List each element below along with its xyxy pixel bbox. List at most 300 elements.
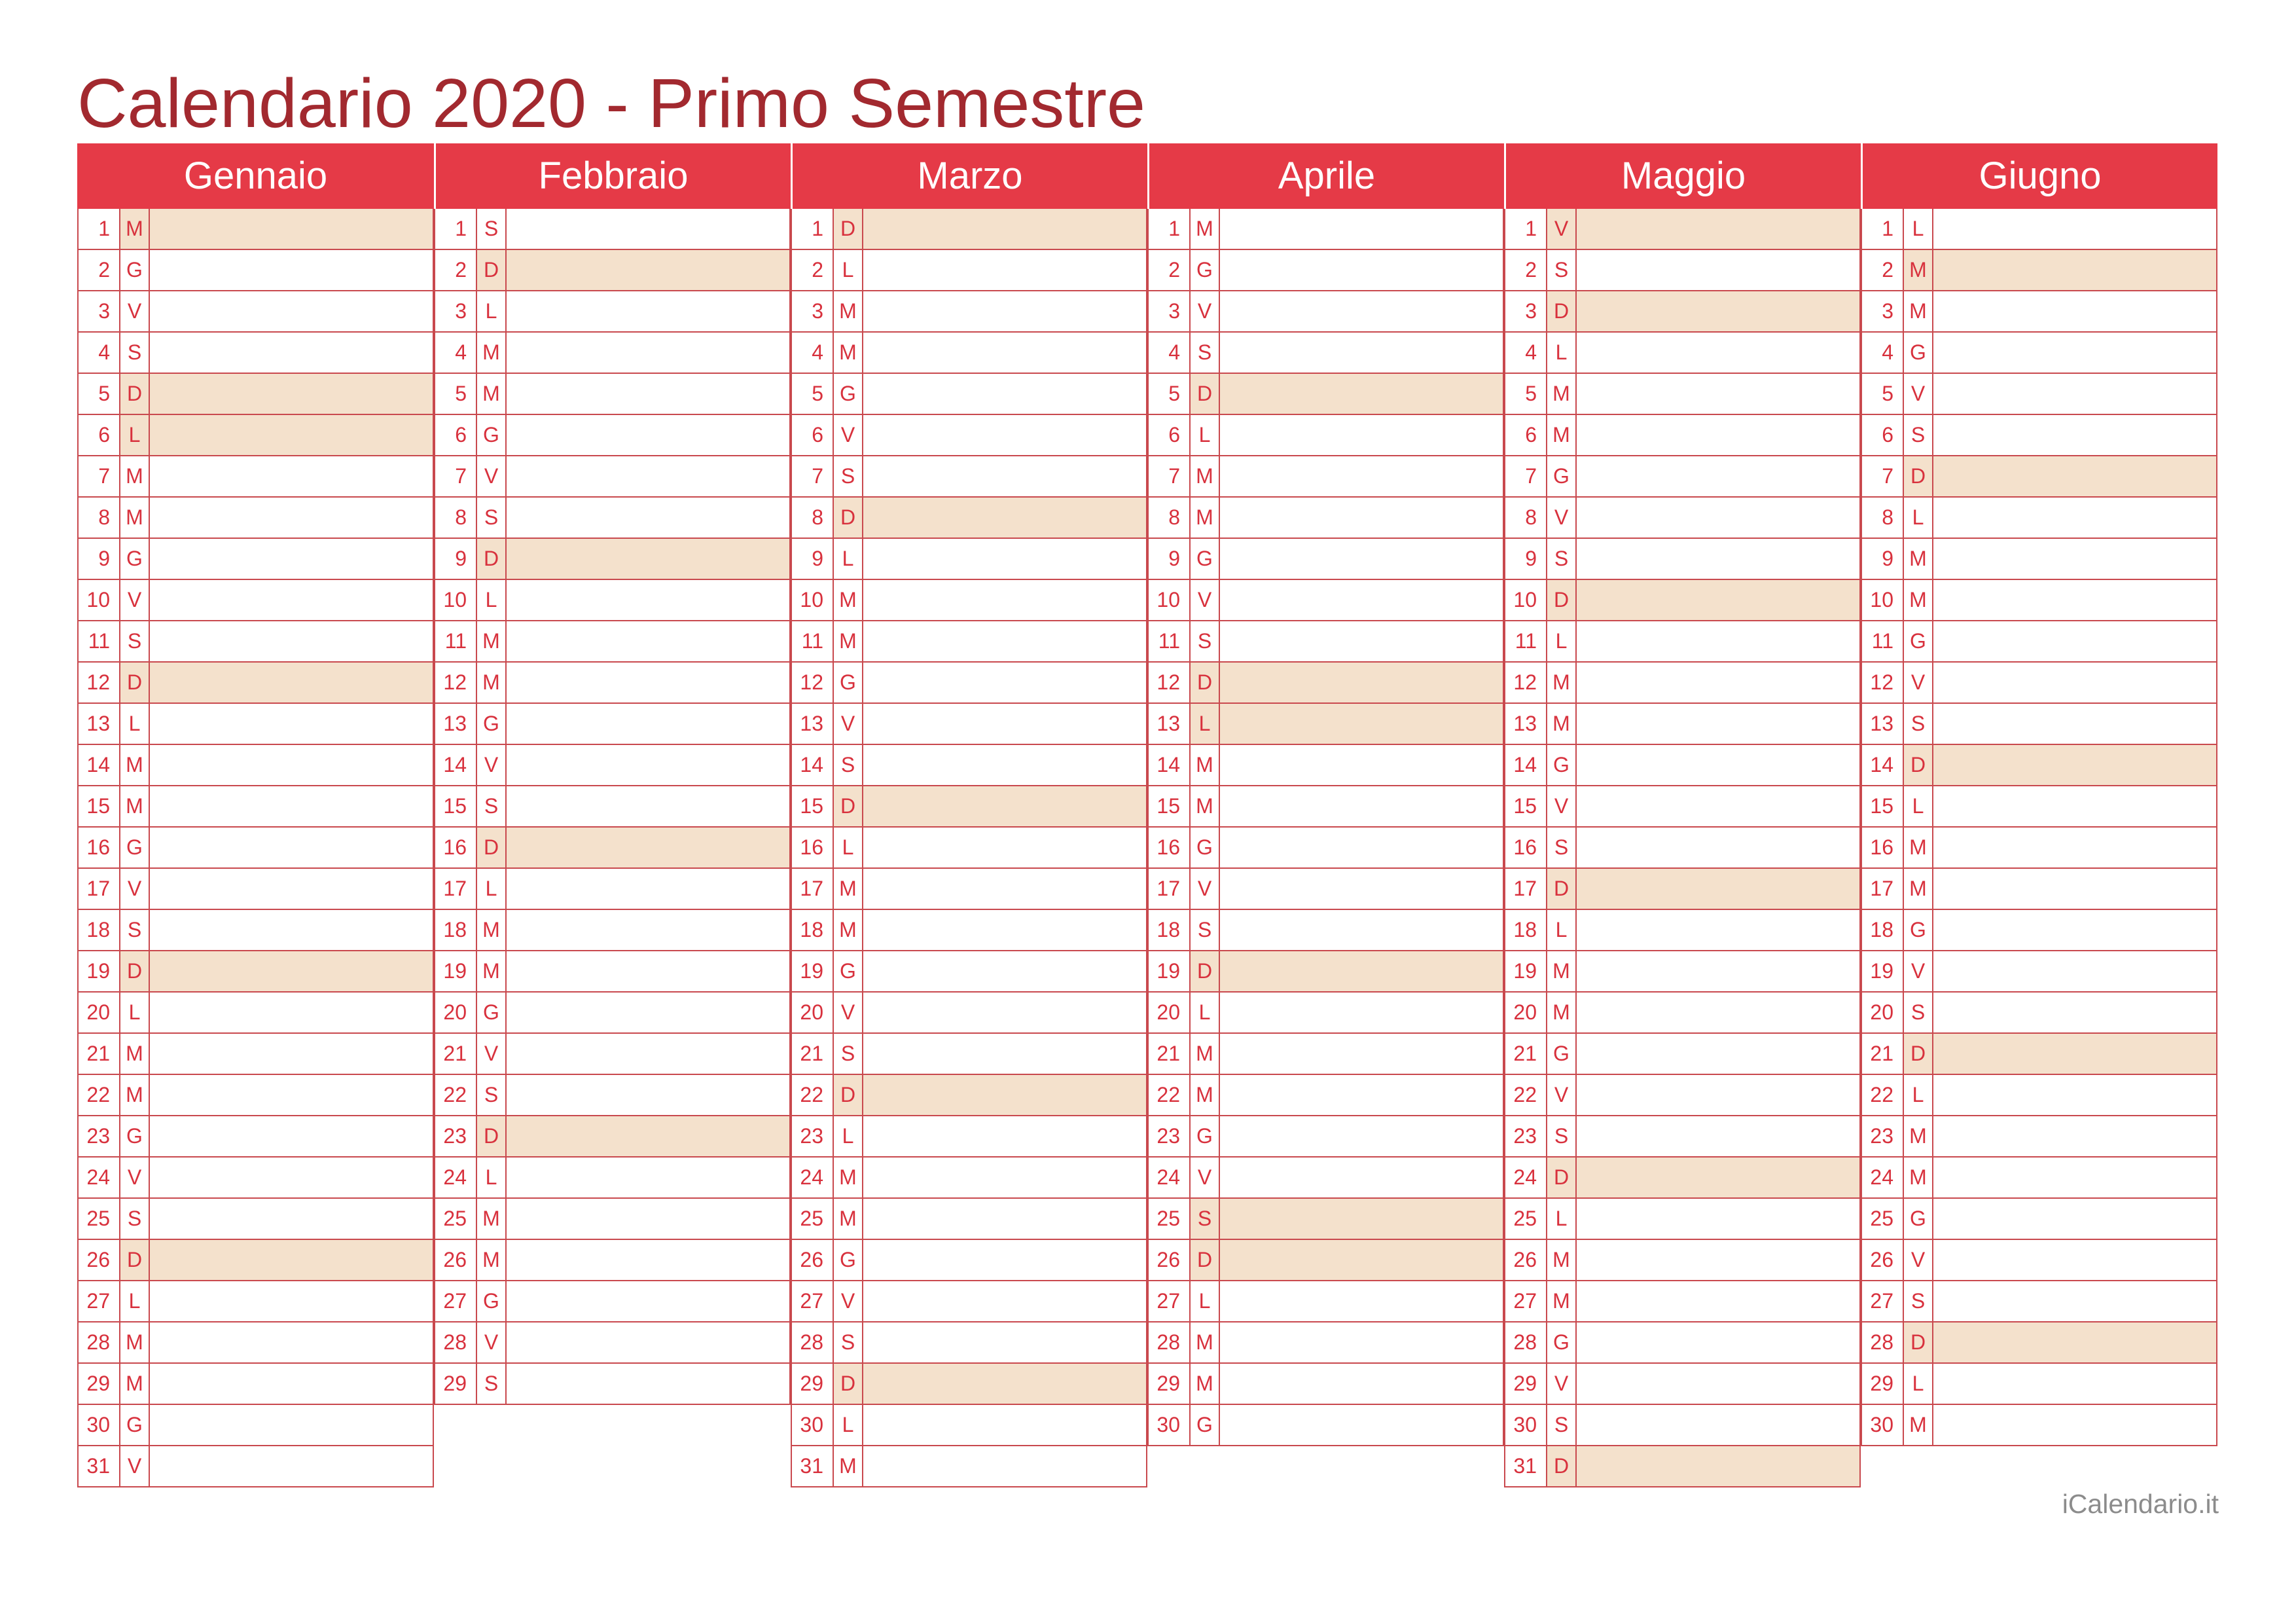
day-row <box>1861 209 2217 250</box>
day-number: 20 <box>1149 993 1191 1032</box>
day-row <box>434 456 791 498</box>
day-number: 27 <box>792 1281 834 1321</box>
weekday-letter: D <box>1191 374 1220 414</box>
day-number: 16 <box>435 828 477 867</box>
note-cell <box>507 786 789 826</box>
day-row <box>791 910 1147 951</box>
note-cell <box>1220 1116 1503 1156</box>
day-number: 25 <box>79 1199 120 1239</box>
day-number: 9 <box>792 539 834 579</box>
day-row <box>434 291 791 333</box>
day-row <box>77 456 434 498</box>
day-row-holiday <box>1147 704 1504 745</box>
day-row <box>434 621 791 663</box>
day-row <box>1147 333 1504 374</box>
day-number: 13 <box>792 704 834 744</box>
day-row <box>1504 621 1861 663</box>
day-row <box>1861 828 2217 869</box>
day-row <box>1147 910 1504 951</box>
day-row <box>791 291 1147 333</box>
day-number: 15 <box>79 786 120 826</box>
note-cell <box>507 745 789 785</box>
note-cell <box>150 1158 433 1197</box>
day-number: 7 <box>79 456 120 496</box>
weekday-letter: D <box>1191 951 1220 991</box>
day-number: 14 <box>79 745 120 785</box>
day-number: 21 <box>1862 1034 1904 1074</box>
weekday-letter: V <box>1547 209 1577 249</box>
note-cell <box>507 828 789 867</box>
day-row <box>1504 663 1861 704</box>
day-number: 14 <box>435 745 477 785</box>
day-number: 8 <box>1149 498 1191 538</box>
note-cell <box>1577 1364 1859 1404</box>
day-row <box>1504 250 1861 291</box>
note-cell <box>1933 333 2216 373</box>
day-row <box>791 993 1147 1034</box>
day-row <box>1147 1075 1504 1116</box>
day-row <box>434 1281 791 1322</box>
day-number: 6 <box>1505 415 1547 455</box>
day-row <box>434 786 791 828</box>
day-row <box>1504 1199 1861 1240</box>
weekday-letter: G <box>1191 1116 1220 1156</box>
weekday-letter: M <box>1904 1405 1933 1445</box>
day-number: 11 <box>79 621 120 661</box>
day-row <box>1861 1281 2217 1322</box>
note-cell <box>1577 456 1859 496</box>
day-number: 17 <box>79 869 120 909</box>
month-header: Maggio <box>1504 143 1861 209</box>
weekday-letter: M <box>1904 869 1933 909</box>
day-number: 28 <box>79 1322 120 1362</box>
note-cell <box>150 580 433 620</box>
weekday-letter: M <box>120 1034 150 1074</box>
day-number: 26 <box>1505 1240 1547 1280</box>
weekday-letter: S <box>477 209 507 249</box>
note-cell <box>150 704 433 744</box>
weekday-letter: L <box>1191 993 1220 1032</box>
weekday-letter: V <box>1547 498 1577 538</box>
weekday-letter: D <box>1904 745 1933 785</box>
weekday-letter: M <box>1191 1364 1220 1404</box>
note-cell <box>1933 250 2216 290</box>
weekday-letter: L <box>477 869 507 909</box>
day-row <box>1504 910 1861 951</box>
day-row <box>1147 621 1504 663</box>
note-cell <box>507 1199 789 1239</box>
day-row <box>77 1158 434 1199</box>
day-row <box>77 910 434 951</box>
weekday-letter: L <box>834 539 863 579</box>
day-number: 17 <box>1149 869 1191 909</box>
day-row <box>1147 539 1504 580</box>
day-number: 15 <box>435 786 477 826</box>
weekday-letter: G <box>1547 456 1577 496</box>
weekday-letter: S <box>1904 1281 1933 1321</box>
note-cell <box>1933 374 2216 414</box>
note-cell <box>1577 580 1859 620</box>
note-cell <box>1220 910 1503 950</box>
weekday-letter: M <box>120 1075 150 1115</box>
day-row <box>1504 498 1861 539</box>
day-row-holiday <box>1504 1446 1861 1487</box>
day-row <box>434 1199 791 1240</box>
day-number: 10 <box>1505 580 1547 620</box>
day-number: 29 <box>792 1364 834 1404</box>
note-cell <box>1220 333 1503 373</box>
weekday-letter: G <box>477 415 507 455</box>
weekday-letter: D <box>120 951 150 991</box>
day-number: 16 <box>1862 828 1904 867</box>
note-cell <box>1220 621 1503 661</box>
day-number: 7 <box>1505 456 1547 496</box>
day-row <box>434 1322 791 1364</box>
note-cell <box>1577 291 1859 331</box>
weekday-letter: M <box>477 951 507 991</box>
day-number: 9 <box>1862 539 1904 579</box>
day-number: 5 <box>1149 374 1191 414</box>
weekday-letter: M <box>120 745 150 785</box>
weekday-letter: M <box>1547 1240 1577 1280</box>
weekday-letter: M <box>477 910 507 950</box>
day-row <box>1504 828 1861 869</box>
day-row <box>77 291 434 333</box>
day-number: 24 <box>1505 1158 1547 1197</box>
day-row <box>791 250 1147 291</box>
day-row <box>434 704 791 745</box>
note-cell <box>863 1364 1146 1404</box>
note-cell <box>863 1116 1146 1156</box>
day-row <box>1861 1199 2217 1240</box>
day-number: 8 <box>435 498 477 538</box>
weekday-letter: M <box>120 209 150 249</box>
day-number: 18 <box>1149 910 1191 950</box>
note-cell <box>863 1281 1146 1321</box>
note-cell <box>863 745 1146 785</box>
weekday-letter: V <box>834 704 863 744</box>
day-row <box>791 456 1147 498</box>
day-number: 1 <box>1505 209 1547 249</box>
note-cell <box>1933 1075 2216 1115</box>
note-cell <box>150 1240 433 1280</box>
weekday-letter: L <box>1547 621 1577 661</box>
day-number: 4 <box>1149 333 1191 373</box>
note-cell <box>1933 663 2216 702</box>
weekday-letter: M <box>834 333 863 373</box>
day-row <box>1504 1364 1861 1405</box>
weekday-letter: G <box>120 1116 150 1156</box>
weekday-letter: S <box>834 1322 863 1362</box>
note-cell <box>1933 993 2216 1032</box>
day-row <box>1147 1281 1504 1322</box>
site-credit: iCalendario.it <box>2062 1489 2219 1519</box>
day-row <box>77 1075 434 1116</box>
day-row <box>1504 1281 1861 1322</box>
note-cell <box>150 1405 433 1445</box>
weekday-letter: D <box>1547 580 1577 620</box>
day-row-holiday <box>791 1364 1147 1405</box>
weekday-letter: G <box>1547 745 1577 785</box>
day-row <box>1861 786 2217 828</box>
weekday-letter: D <box>834 1075 863 1115</box>
day-number: 29 <box>1149 1364 1191 1404</box>
day-row <box>791 704 1147 745</box>
note-cell <box>1933 951 2216 991</box>
weekday-letter: D <box>834 1364 863 1404</box>
weekday-letter: D <box>1904 456 1933 496</box>
day-row <box>1147 1158 1504 1199</box>
day-row <box>77 1446 434 1487</box>
day-number: 1 <box>792 209 834 249</box>
day-number: 25 <box>435 1199 477 1239</box>
day-row <box>77 1364 434 1405</box>
day-row <box>1504 1116 1861 1158</box>
day-row <box>434 333 791 374</box>
day-number: 7 <box>792 456 834 496</box>
day-row <box>791 1405 1147 1446</box>
day-row <box>434 1158 791 1199</box>
weekday-letter: M <box>1547 663 1577 702</box>
day-number: 18 <box>1862 910 1904 950</box>
day-row-holiday <box>77 951 434 993</box>
day-number: 23 <box>1862 1116 1904 1156</box>
note-cell <box>507 209 789 249</box>
day-row-holiday <box>791 1075 1147 1116</box>
note-cell <box>507 951 789 991</box>
weekday-letter: G <box>120 250 150 290</box>
note-cell <box>150 1075 433 1115</box>
day-row <box>791 1446 1147 1487</box>
note-cell <box>863 498 1146 538</box>
weekday-letter: L <box>1904 1075 1933 1115</box>
day-row-holiday <box>1504 1158 1861 1199</box>
note-cell <box>1220 951 1503 991</box>
weekday-letter: D <box>1547 1158 1577 1197</box>
month-column-gennaio <box>77 143 434 1487</box>
weekday-letter: D <box>834 209 863 249</box>
day-number: 2 <box>1505 250 1547 290</box>
note-cell <box>507 1281 789 1321</box>
day-row <box>1504 415 1861 456</box>
weekday-letter: S <box>1191 333 1220 373</box>
day-number: 12 <box>792 663 834 702</box>
day-row <box>77 1199 434 1240</box>
note-cell <box>507 456 789 496</box>
note-cell <box>1577 1446 1859 1486</box>
weekday-letter: M <box>1191 498 1220 538</box>
note-cell <box>863 828 1146 867</box>
day-number: 10 <box>435 580 477 620</box>
weekday-letter: M <box>834 910 863 950</box>
day-number: 19 <box>1862 951 1904 991</box>
day-row-holiday <box>434 828 791 869</box>
note-cell <box>150 663 433 702</box>
day-number: 30 <box>1862 1405 1904 1445</box>
day-number: 21 <box>1505 1034 1547 1074</box>
day-number: 23 <box>79 1116 120 1156</box>
day-number: 17 <box>792 869 834 909</box>
day-number: 31 <box>1505 1446 1547 1486</box>
weekday-letter: D <box>1191 663 1220 702</box>
day-row-holiday <box>1504 209 1861 250</box>
note-cell <box>507 498 789 538</box>
day-row <box>791 1281 1147 1322</box>
day-number: 13 <box>1149 704 1191 744</box>
day-number: 26 <box>792 1240 834 1280</box>
note-cell <box>1220 374 1503 414</box>
note-cell <box>150 1199 433 1239</box>
day-row <box>791 539 1147 580</box>
weekday-letter: S <box>1904 415 1933 455</box>
weekday-letter: L <box>1191 704 1220 744</box>
weekday-letter: V <box>120 869 150 909</box>
day-number: 16 <box>1505 828 1547 867</box>
day-row <box>1861 663 2217 704</box>
day-number: 11 <box>1505 621 1547 661</box>
note-cell <box>150 498 433 538</box>
day-row <box>1861 704 2217 745</box>
day-number: 14 <box>792 745 834 785</box>
note-cell <box>150 910 433 950</box>
weekday-letter: G <box>477 1281 507 1321</box>
day-row-holiday <box>1861 1322 2217 1364</box>
weekday-letter: M <box>120 786 150 826</box>
day-number: 22 <box>792 1075 834 1115</box>
day-row <box>1861 1364 2217 1405</box>
note-cell <box>150 374 433 414</box>
day-row <box>77 704 434 745</box>
weekday-letter: G <box>1191 828 1220 867</box>
day-number: 23 <box>435 1116 477 1156</box>
note-cell <box>863 580 1146 620</box>
note-cell <box>1577 745 1859 785</box>
weekday-letter: D <box>1547 291 1577 331</box>
weekday-letter: M <box>834 869 863 909</box>
weekday-letter: G <box>834 374 863 414</box>
day-number: 7 <box>1862 456 1904 496</box>
day-number: 30 <box>792 1405 834 1445</box>
weekday-letter: D <box>834 498 863 538</box>
note-cell <box>507 910 789 950</box>
day-row <box>1861 869 2217 910</box>
day-row <box>77 580 434 621</box>
note-cell <box>1220 1158 1503 1197</box>
weekday-letter: M <box>1547 951 1577 991</box>
note-cell <box>1577 1322 1859 1362</box>
note-cell <box>507 993 789 1032</box>
day-number: 28 <box>1862 1322 1904 1362</box>
day-number: 31 <box>792 1446 834 1486</box>
day-number: 26 <box>1149 1240 1191 1280</box>
day-number: 27 <box>435 1281 477 1321</box>
weekday-letter: V <box>1191 291 1220 331</box>
day-row <box>791 951 1147 993</box>
day-number: 15 <box>792 786 834 826</box>
day-number: 10 <box>792 580 834 620</box>
day-row <box>77 993 434 1034</box>
day-row <box>1504 1075 1861 1116</box>
day-number: 21 <box>79 1034 120 1074</box>
note-cell <box>1220 786 1503 826</box>
note-cell <box>863 621 1146 661</box>
note-cell <box>1220 1364 1503 1404</box>
day-row <box>434 415 791 456</box>
day-row <box>77 250 434 291</box>
day-number: 6 <box>792 415 834 455</box>
day-row-holiday <box>1504 580 1861 621</box>
note-cell <box>863 250 1146 290</box>
note-cell <box>1577 910 1859 950</box>
note-cell <box>1577 209 1859 249</box>
day-number: 14 <box>1505 745 1547 785</box>
day-row <box>791 621 1147 663</box>
note-cell <box>1577 415 1859 455</box>
note-cell <box>863 1240 1146 1280</box>
weekday-letter: G <box>834 1240 863 1280</box>
weekday-letter: L <box>477 580 507 620</box>
day-row-holiday <box>1147 1240 1504 1281</box>
day-row <box>434 1364 791 1405</box>
day-number: 19 <box>1505 951 1547 991</box>
day-number: 9 <box>435 539 477 579</box>
day-row <box>1861 1075 2217 1116</box>
day-number: 11 <box>1149 621 1191 661</box>
weekday-letter: V <box>1191 1158 1220 1197</box>
day-row <box>791 415 1147 456</box>
day-number: 28 <box>435 1322 477 1362</box>
day-number: 5 <box>1505 374 1547 414</box>
day-row <box>1504 704 1861 745</box>
weekday-letter: M <box>1904 539 1933 579</box>
day-number: 24 <box>79 1158 120 1197</box>
note-cell <box>150 333 433 373</box>
weekday-letter: M <box>1547 1281 1577 1321</box>
day-number: 29 <box>1862 1364 1904 1404</box>
weekday-letter: L <box>1547 333 1577 373</box>
weekday-letter: L <box>834 1116 863 1156</box>
day-number: 3 <box>1149 291 1191 331</box>
note-cell <box>863 415 1146 455</box>
note-cell <box>1933 621 2216 661</box>
note-cell <box>863 1322 1146 1362</box>
day-number: 24 <box>1862 1158 1904 1197</box>
weekday-letter: M <box>1191 209 1220 249</box>
day-row <box>77 1034 434 1075</box>
day-number: 25 <box>1149 1199 1191 1239</box>
day-row-holiday <box>1147 951 1504 993</box>
note-cell <box>1220 1075 1503 1115</box>
day-number: 5 <box>435 374 477 414</box>
day-number: 9 <box>1505 539 1547 579</box>
day-number: 18 <box>79 910 120 950</box>
note-cell <box>507 869 789 909</box>
day-number: 28 <box>1505 1322 1547 1362</box>
note-cell <box>507 580 789 620</box>
weekday-letter: V <box>1547 1364 1577 1404</box>
note-cell <box>1933 786 2216 826</box>
day-number: 3 <box>1862 291 1904 331</box>
weekday-letter: M <box>477 663 507 702</box>
day-number: 19 <box>435 951 477 991</box>
weekday-letter: M <box>1547 374 1577 414</box>
note-cell <box>150 1281 433 1321</box>
day-number: 28 <box>792 1322 834 1362</box>
day-row <box>77 1116 434 1158</box>
month-column-maggio <box>1504 143 1861 1487</box>
note-cell <box>863 663 1146 702</box>
weekday-letter: V <box>1547 786 1577 826</box>
